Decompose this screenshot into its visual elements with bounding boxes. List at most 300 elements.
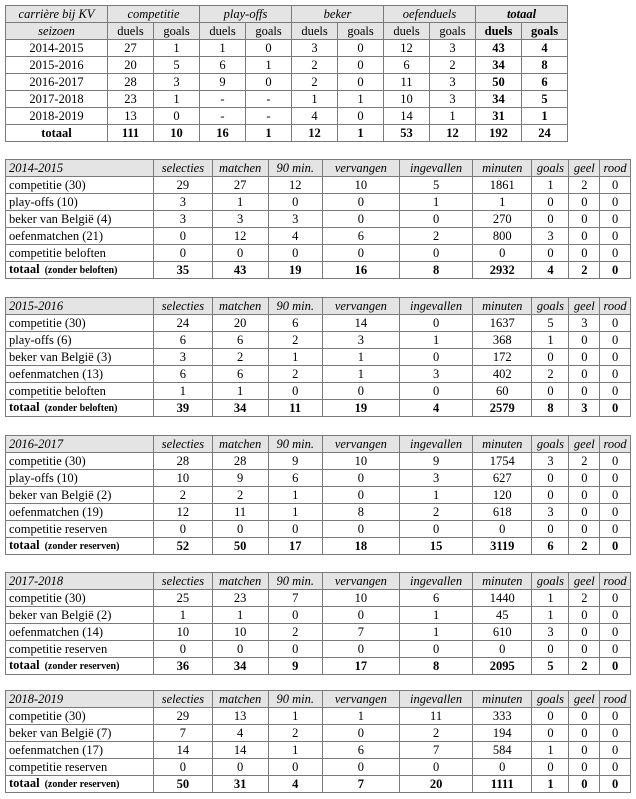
season-cell: 1 xyxy=(400,607,473,624)
season-cell: 0 xyxy=(600,487,631,504)
season-cell: 4 xyxy=(268,228,322,245)
column-header: vervangen xyxy=(322,691,399,708)
season-total-label-cell xyxy=(6,400,154,417)
season-cell: 1 xyxy=(532,590,569,607)
season-cell: 368 xyxy=(473,332,532,349)
season-cell: 0 xyxy=(212,641,268,658)
season-row xyxy=(6,607,631,624)
column-header: minuten xyxy=(473,298,532,315)
total-cell: 15 xyxy=(400,538,473,555)
season-cell: 7 xyxy=(154,725,212,742)
season-row xyxy=(6,211,631,228)
season-cell: 2 xyxy=(268,332,322,349)
season-row xyxy=(6,487,631,504)
career-cell: 4 xyxy=(292,108,338,125)
column-header: matchen xyxy=(212,691,268,708)
career-cell: 2 xyxy=(292,57,338,74)
career-row xyxy=(6,40,568,57)
total-cell: 4 xyxy=(400,400,473,417)
season-cell: 0 xyxy=(600,228,631,245)
season-cell: 3 xyxy=(212,211,268,228)
season-cell: 0 xyxy=(569,742,600,759)
season-cell: 0 xyxy=(569,641,600,658)
season-row xyxy=(6,590,631,607)
season-cell: 0 xyxy=(400,759,473,776)
season-cell: 10 xyxy=(322,177,399,194)
season-cell: 2 xyxy=(268,624,322,641)
season-cell: 1 xyxy=(212,194,268,211)
total-cell: 1 xyxy=(532,776,569,793)
career-cell: 1 xyxy=(522,108,568,125)
season-title: 2014-2015 xyxy=(6,160,154,177)
season-header-row xyxy=(6,436,631,453)
column-header: geel xyxy=(569,691,600,708)
season-cell: 11 xyxy=(400,708,473,725)
career-cell: 0 xyxy=(246,40,292,57)
career-cell: 13 xyxy=(108,108,154,125)
group-header-play-offs: play-offs xyxy=(200,6,292,23)
total-cell: 50 xyxy=(212,538,268,555)
season-cell: 0 xyxy=(569,470,600,487)
season-cell: 0 xyxy=(600,332,631,349)
column-header: matchen xyxy=(212,573,268,590)
season-cell: 0 xyxy=(322,194,399,211)
season-cell: 0 xyxy=(532,383,569,400)
column-header: matchen xyxy=(212,160,268,177)
season-row xyxy=(6,742,631,759)
total-note: (zonder reserven) xyxy=(44,541,120,552)
season-cell: 0 xyxy=(569,194,600,211)
career-cell: 1 xyxy=(154,40,200,57)
column-header: minuten xyxy=(473,573,532,590)
column-header: minuten xyxy=(473,436,532,453)
season-cell: 6 xyxy=(268,315,322,332)
career-cell: 3 xyxy=(430,74,476,91)
season-cell: 0 xyxy=(154,245,212,262)
season-cell: 0 xyxy=(600,366,631,383)
season-cell: 270 xyxy=(473,211,532,228)
column-header: matchen xyxy=(212,298,268,315)
season-cell: 6 xyxy=(212,332,268,349)
season-cell: 5 xyxy=(400,177,473,194)
season-cell: 0 xyxy=(322,521,399,538)
total-note: (zonder reserven) xyxy=(44,661,120,672)
season-cell: 6 xyxy=(322,228,399,245)
season-cell: 11 xyxy=(212,504,268,521)
career-cell: - xyxy=(246,91,292,108)
season-cell: 0 xyxy=(569,487,600,504)
season-cell: 6 xyxy=(400,590,473,607)
row-label: oefenmatchen (17) xyxy=(6,742,154,759)
season-cell: 0 xyxy=(569,504,600,521)
total-cell: 19 xyxy=(268,262,322,279)
career-cell: 50 xyxy=(476,74,522,91)
season-row xyxy=(6,194,631,211)
season-cell: 0 xyxy=(532,194,569,211)
season-row xyxy=(6,521,631,538)
row-label: beker van België (3) xyxy=(6,349,154,366)
row-label: competitie (30) xyxy=(6,708,154,725)
season-cell: 10 xyxy=(322,590,399,607)
season-cell: 2 xyxy=(400,504,473,521)
total-cell: 20 xyxy=(400,776,473,793)
season-cell: 0 xyxy=(600,590,631,607)
season-table-2017-2018 xyxy=(5,572,631,675)
season-cell: 10 xyxy=(322,453,399,470)
total-cell: 4 xyxy=(532,262,569,279)
season-table-2018-2019 xyxy=(5,690,631,793)
total-label: totaal xyxy=(9,262,40,276)
season-cell: 0 xyxy=(154,641,212,658)
season-cell: 1 xyxy=(532,332,569,349)
total-cell: 1111 xyxy=(473,776,532,793)
career-cell: 0 xyxy=(246,74,292,91)
season-cell: 0 xyxy=(569,211,600,228)
season-label: 2017-2018 xyxy=(6,91,108,108)
season-cell: 1 xyxy=(154,607,212,624)
sub-header: duels xyxy=(108,23,154,40)
sub-header: goals xyxy=(430,23,476,40)
career-row xyxy=(6,74,568,91)
total-cell: 111 xyxy=(108,125,154,142)
season-cell: 3 xyxy=(400,470,473,487)
season-cell: 0 xyxy=(322,641,399,658)
season-cell: 3 xyxy=(532,624,569,641)
career-cell: 1 xyxy=(200,40,246,57)
season-row xyxy=(6,504,631,521)
season-title: 2017-2018 xyxy=(6,573,154,590)
career-cell: 5 xyxy=(522,91,568,108)
total-cell: 192 xyxy=(476,125,522,142)
column-header: ingevallen xyxy=(400,436,473,453)
group-header-competitie: competitie xyxy=(108,6,200,23)
column-header: rood xyxy=(600,298,631,315)
season-header-row xyxy=(6,573,631,590)
season-cell: 1 xyxy=(532,607,569,624)
season-cell: 0 xyxy=(268,641,322,658)
season-cell: 14 xyxy=(154,742,212,759)
column-header: goals xyxy=(532,691,569,708)
row-label: beker van België (2) xyxy=(6,607,154,624)
career-cell: 34 xyxy=(476,91,522,108)
season-row xyxy=(6,332,631,349)
total-cell: 31 xyxy=(212,776,268,793)
season-cell: 0 xyxy=(600,708,631,725)
season-cell: 3 xyxy=(569,315,600,332)
column-header: geel xyxy=(569,160,600,177)
season-cell: 0 xyxy=(268,607,322,624)
career-cell: 14 xyxy=(384,108,430,125)
season-cell: 0 xyxy=(600,725,631,742)
career-total-row xyxy=(6,125,568,142)
sub-header: duels xyxy=(384,23,430,40)
column-header: geel xyxy=(569,298,600,315)
season-cell: 2 xyxy=(569,453,600,470)
season-cell: 0 xyxy=(473,759,532,776)
season-cell: 0 xyxy=(212,521,268,538)
season-cell: 3 xyxy=(154,349,212,366)
season-cell: 584 xyxy=(473,742,532,759)
season-cell: 0 xyxy=(532,470,569,487)
season-cell: 0 xyxy=(569,708,600,725)
career-cell: 34 xyxy=(476,57,522,74)
season-cell: 10 xyxy=(154,624,212,641)
column-header: ingevallen xyxy=(400,298,473,315)
column-header: selecties xyxy=(154,160,212,177)
career-cell: 2 xyxy=(430,57,476,74)
season-cell: 0 xyxy=(600,759,631,776)
season-cell: 0 xyxy=(400,245,473,262)
total-cell: 19 xyxy=(322,400,399,417)
season-table-2015-2016 xyxy=(5,297,631,417)
season-cell: 9 xyxy=(400,453,473,470)
total-cell: 18 xyxy=(322,538,399,555)
season-cell: 0 xyxy=(532,759,569,776)
season-cell: 1 xyxy=(322,366,399,383)
season-cell: 0 xyxy=(600,349,631,366)
season-cell: 2 xyxy=(154,487,212,504)
season-cell: 1 xyxy=(532,177,569,194)
season-cell: 0 xyxy=(600,383,631,400)
season-cell: 0 xyxy=(322,470,399,487)
total-label: totaal xyxy=(9,658,40,672)
career-rows xyxy=(6,40,568,125)
total-cell: 24 xyxy=(522,125,568,142)
season-row xyxy=(6,177,631,194)
season-cell: 0 xyxy=(569,349,600,366)
season-row xyxy=(6,315,631,332)
career-cell: 1 xyxy=(338,91,384,108)
total-cell: 3119 xyxy=(473,538,532,555)
season-cell: 0 xyxy=(569,725,600,742)
season-cell: 0 xyxy=(400,521,473,538)
column-header: matchen xyxy=(212,436,268,453)
season-cell: 194 xyxy=(473,725,532,742)
sub-header: duels xyxy=(200,23,246,40)
season-cell: 0 xyxy=(154,228,212,245)
season-cell: 2 xyxy=(400,228,473,245)
sub-header: goals xyxy=(522,23,568,40)
season-cell: 2 xyxy=(532,366,569,383)
group-header-beker: beker xyxy=(292,6,384,23)
season-cell: 0 xyxy=(600,211,631,228)
column-header: ingevallen xyxy=(400,160,473,177)
season-cell: 0 xyxy=(400,383,473,400)
career-cell: 5 xyxy=(154,57,200,74)
season-cell: 28 xyxy=(154,453,212,470)
season-cell: 402 xyxy=(473,366,532,383)
season-title: 2018-2019 xyxy=(6,691,154,708)
career-cell: 0 xyxy=(338,74,384,91)
season-cell: 60 xyxy=(473,383,532,400)
total-label: totaal xyxy=(9,400,40,414)
season-total-label-cell xyxy=(6,658,154,675)
column-header: 90 min. xyxy=(268,691,322,708)
season-cell: 0 xyxy=(532,708,569,725)
season-row xyxy=(6,245,631,262)
season-cell: 1440 xyxy=(473,590,532,607)
sub-header: duels xyxy=(292,23,338,40)
season-cell: 0 xyxy=(322,211,399,228)
total-cell: 2 xyxy=(569,658,600,675)
season-cell: 13 xyxy=(212,708,268,725)
season-header-row xyxy=(6,298,631,315)
row-label: competitie (30) xyxy=(6,590,154,607)
total-cell: 43 xyxy=(212,262,268,279)
total-cell: 1 xyxy=(246,125,292,142)
total-cell: 0 xyxy=(600,400,631,417)
row-label: beker van België (4) xyxy=(6,211,154,228)
column-header: ingevallen xyxy=(400,573,473,590)
season-cell: 0 xyxy=(268,245,322,262)
season-table-2014-2015 xyxy=(5,159,631,279)
career-cell: 0 xyxy=(338,40,384,57)
career-cell: 3 xyxy=(430,91,476,108)
season-cell: 0 xyxy=(400,641,473,658)
season-cell: 2 xyxy=(212,349,268,366)
season-cell: 0 xyxy=(322,607,399,624)
career-table xyxy=(5,5,568,142)
total-cell: 34 xyxy=(212,658,268,675)
total-cell: 8 xyxy=(400,262,473,279)
season-cell: 45 xyxy=(473,607,532,624)
column-header: rood xyxy=(600,160,631,177)
season-cell: 0 xyxy=(600,177,631,194)
season-cell: 8 xyxy=(322,504,399,521)
career-row xyxy=(6,108,568,125)
career-group-header-row xyxy=(6,6,568,23)
season-cell: 0 xyxy=(569,607,600,624)
total-cell: 3 xyxy=(569,400,600,417)
total-cell: 8 xyxy=(400,658,473,675)
column-header: selecties xyxy=(154,436,212,453)
season-cell: 12 xyxy=(268,177,322,194)
season-row xyxy=(6,349,631,366)
row-label: play-offs (10) xyxy=(6,470,154,487)
season-cell: 0 xyxy=(154,759,212,776)
total-cell: 50 xyxy=(154,776,212,793)
season-cell: 28 xyxy=(212,453,268,470)
season-cell: 0 xyxy=(600,624,631,641)
row-label: beker van België (2) xyxy=(6,487,154,504)
career-cell: 23 xyxy=(108,91,154,108)
season-cell: 2 xyxy=(569,177,600,194)
season-cell: 24 xyxy=(154,315,212,332)
column-header: 90 min. xyxy=(268,298,322,315)
season-total-label-cell xyxy=(6,262,154,279)
season-cell: 14 xyxy=(212,742,268,759)
column-header: rood xyxy=(600,691,631,708)
career-cell: 28 xyxy=(108,74,154,91)
season-cell: 0 xyxy=(322,725,399,742)
column-header: goals xyxy=(532,160,569,177)
season-label: 2015-2016 xyxy=(6,57,108,74)
career-cell: 0 xyxy=(338,57,384,74)
column-header: selecties xyxy=(154,691,212,708)
season-cell: 1 xyxy=(268,504,322,521)
career-cell: - xyxy=(200,108,246,125)
row-label: oefenmatchen (21) xyxy=(6,228,154,245)
season-cell: 1 xyxy=(400,487,473,504)
season-cell: 1 xyxy=(322,349,399,366)
career-cell: 6 xyxy=(384,57,430,74)
total-cell: 2 xyxy=(569,538,600,555)
row-label: competitie (30) xyxy=(6,453,154,470)
total-cell: 9 xyxy=(268,658,322,675)
season-cell: 6 xyxy=(268,470,322,487)
season-row xyxy=(6,228,631,245)
column-header: minuten xyxy=(473,160,532,177)
season-cell: 0 xyxy=(400,349,473,366)
season-cell: 5 xyxy=(532,315,569,332)
total-cell: 2932 xyxy=(473,262,532,279)
season-cell: 6 xyxy=(322,742,399,759)
total-cell: 0 xyxy=(569,776,600,793)
season-cell: 0 xyxy=(569,624,600,641)
total-cell: 12 xyxy=(292,125,338,142)
season-cell: 0 xyxy=(268,383,322,400)
season-cell: 14 xyxy=(322,315,399,332)
season-cell: 0 xyxy=(532,349,569,366)
season-cell: 12 xyxy=(154,504,212,521)
career-cell: 8 xyxy=(522,57,568,74)
career-cell: 3 xyxy=(292,40,338,57)
sub-header: goals xyxy=(246,23,292,40)
season-cell: 7 xyxy=(322,624,399,641)
season-cell: 0 xyxy=(400,315,473,332)
season-row xyxy=(6,759,631,776)
season-cell: 0 xyxy=(569,228,600,245)
column-header: goals xyxy=(532,298,569,315)
season-cell: 2 xyxy=(212,487,268,504)
season-row xyxy=(6,470,631,487)
season-cell: 3 xyxy=(154,211,212,228)
season-cell: 7 xyxy=(400,742,473,759)
column-header: 90 min. xyxy=(268,160,322,177)
season-cell: 800 xyxy=(473,228,532,245)
total-label: totaal xyxy=(9,538,40,552)
column-header: minuten xyxy=(473,691,532,708)
career-cell: 4 xyxy=(522,40,568,57)
season-cell: 1 xyxy=(268,487,322,504)
career-cell: 10 xyxy=(384,91,430,108)
season-cell: 20 xyxy=(212,315,268,332)
season-cell: 7 xyxy=(268,590,322,607)
season-cell: 9 xyxy=(212,470,268,487)
sub-header: duels xyxy=(476,23,522,40)
season-cell: 4 xyxy=(212,725,268,742)
season-cell: 0 xyxy=(532,641,569,658)
season-row xyxy=(6,624,631,641)
season-cell: 1 xyxy=(154,383,212,400)
column-header: vervangen xyxy=(322,160,399,177)
season-cell: 0 xyxy=(600,194,631,211)
season-cell: 1 xyxy=(532,742,569,759)
season-cell: 0 xyxy=(268,759,322,776)
season-cell: 3 xyxy=(400,366,473,383)
sub-header: goals xyxy=(338,23,384,40)
column-header: ingevallen xyxy=(400,691,473,708)
total-note: (zonder beloften) xyxy=(44,265,118,276)
column-header: goals xyxy=(532,436,569,453)
total-note: (zonder beloften) xyxy=(44,403,118,414)
season-cell: 0 xyxy=(532,211,569,228)
column-header: rood xyxy=(600,573,631,590)
season-row xyxy=(6,383,631,400)
season-cell: 10 xyxy=(212,624,268,641)
row-label: beker van België (7) xyxy=(6,725,154,742)
season-cell: 0 xyxy=(473,521,532,538)
